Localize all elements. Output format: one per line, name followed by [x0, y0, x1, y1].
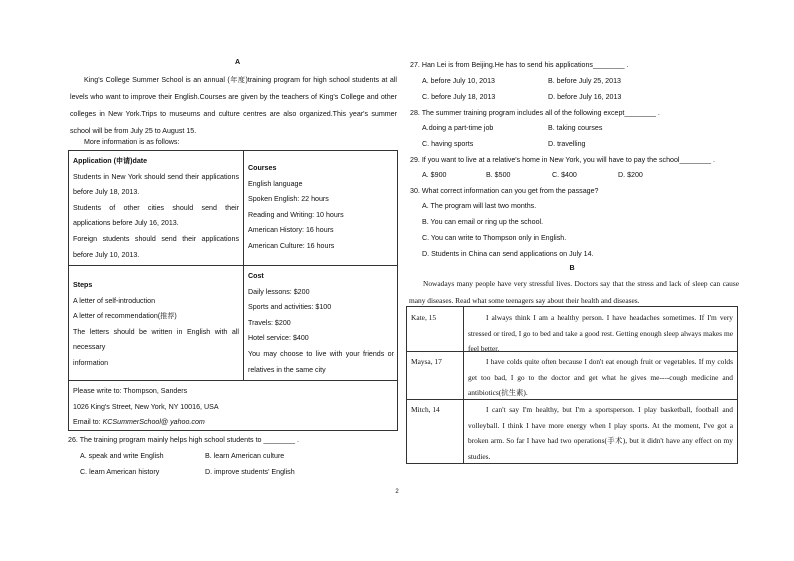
contact-line: Please write to: Thompson, Sanders — [73, 387, 188, 395]
course-item: Spoken English: 22 hours — [248, 195, 329, 204]
question-29-option: A. $900 — [422, 171, 447, 179]
question-27-option: C. before July 18, 2013 — [422, 93, 496, 101]
step-item: A letter of recommendation(推荐) — [73, 312, 177, 321]
question-26-option: A. speak and write English — [80, 452, 164, 460]
question-29-option: B. $500 — [486, 171, 511, 179]
email-label: Email to: — [73, 418, 103, 427]
question-30-stem: 30. What correct information can you get from the passage? — [410, 187, 599, 195]
step-item: information — [73, 358, 109, 367]
question-27-option: D. before July 16, 2013 — [548, 93, 622, 101]
table-row-name: Maysa, 17 — [411, 357, 442, 366]
question-30-option: B. You can email or ring up the school. — [422, 218, 544, 226]
application-line: Students in New York should send their applications before July 18, 2013. — [73, 172, 239, 197]
application-cell — [69, 151, 243, 266]
table-row-text: I have colds quite often because I don't eat enough fruit or vegetables. If my colds get too bad, I go to the doctor and get what he gives me----cough medicine and antibiotics(抗生素). — [468, 357, 733, 398]
course-item: English language — [248, 179, 303, 188]
email-address: KCSummerSchool@ yahoo.com — [102, 418, 205, 427]
table-row-name: Kate, 15 — [411, 313, 437, 322]
cost-item: Travels: $200 — [248, 318, 291, 327]
question-28-option: D. travelling — [548, 140, 586, 148]
step-item: A letter of self-introduction — [73, 296, 156, 305]
course-item: Reading and Writing: 10 hours — [248, 210, 344, 219]
question-27-option: B. before July 25, 2013 — [548, 77, 621, 85]
steps-cell — [69, 275, 243, 375]
contact-line: 1026 King's Street, New York, NY 10016, USA — [73, 402, 219, 411]
question-28-option: B. taking courses — [548, 124, 603, 132]
cost-item: Daily lessons: $200 — [248, 287, 310, 296]
course-item: American Culture: 16 hours — [248, 241, 335, 250]
question-26-stem: 26. The training program mainly helps high school students to ________ . — [68, 436, 299, 444]
courses-title: Courses — [248, 164, 277, 172]
cost-cell — [244, 266, 398, 381]
info-table — [68, 150, 398, 431]
question-30-option: C. You can write to Thompson only in English. — [422, 234, 567, 242]
table-row-name: Mitch, 14 — [411, 405, 440, 414]
course-item: American History: 16 hours — [248, 226, 334, 235]
section-b-intro: Nowadays many people have very stressful lives. Doctors say that the stress and lack of sleep can cause many diseases. Read what some teenagers say about their health and diseases. — [409, 279, 739, 305]
question-30-option: A. The program will last two months. — [422, 202, 537, 210]
table-row-text: I always think I am a healthy person. I have headaches sometimes. If I'm very stressed or tired, I go to bed and take a good rest. Getting enough sleep always makes me feel better. — [468, 313, 733, 354]
application-title: Application (申请)date — [73, 157, 148, 165]
contact-cell — [69, 381, 397, 434]
application-line: Students of other cities should send their applications before July 16, 2013. — [73, 203, 239, 228]
step-item: The letters should be written in English with all necessary — [73, 327, 239, 352]
question-29-option: D. $200 — [618, 171, 643, 179]
question-28-stem: 28. The summer training program includes all of the following except________ . — [410, 109, 660, 117]
section-a-intro: King's College Summer School is an annual (年度)training program for high school students at all levels who want to improve their English.Courses are given by the teachers of King's College and other colleges in New York.Trips to museums and culture centres are also organized.This year's summer school will be from July 25 to August 15. — [70, 76, 397, 135]
cost-title: Cost — [248, 272, 264, 280]
health-table — [406, 306, 738, 464]
page-number: 2 — [395, 489, 399, 495]
cost-item: Hotel service: $400 — [248, 334, 309, 343]
question-26-option: B. learn American culture — [205, 452, 285, 460]
steps-title: Steps — [73, 281, 93, 289]
question-29-stem: 29. If you want to live at a relative's home in New York, you will have to pay the school________ . — [410, 156, 715, 164]
section-b-heading: B — [569, 264, 575, 272]
question-27-stem: 27. Han Lei is from Beijing.He has to send his applications________ . — [410, 61, 629, 69]
question-28-option: C. having sports — [422, 140, 474, 148]
courses-cell — [244, 158, 398, 258]
application-line: Foreign students should send their applications before July 10, 2013. — [73, 234, 239, 259]
more-info-line: More information is as follows: — [84, 138, 180, 146]
question-30-option: D. Students in China can send applications on July 14. — [422, 250, 594, 258]
cost-item: Sports and activities: $100 — [248, 303, 332, 312]
question-28-option: A.doing a part-time job — [422, 124, 494, 132]
contact-email-line — [73, 415, 393, 431]
section-a-heading: A — [234, 58, 241, 66]
question-27-option: A. before July 10, 2013 — [422, 77, 495, 85]
question-29-option: C. $400 — [552, 171, 577, 179]
table-row-text: I can't say I'm healthy, but I'm a sportsperson. I play basketball, football and volleyball. I think I have more energy when I play sports. At the moment, I've got a broken arm. So far I have had two operations(手术), but it didn't have any effect on my studies. — [468, 405, 733, 461]
question-26-option: D. improve students' English — [205, 468, 295, 476]
cost-item: You may choose to live with your friends or relatives in the same city — [248, 349, 394, 374]
question-26-option: C. learn American history — [80, 468, 160, 476]
